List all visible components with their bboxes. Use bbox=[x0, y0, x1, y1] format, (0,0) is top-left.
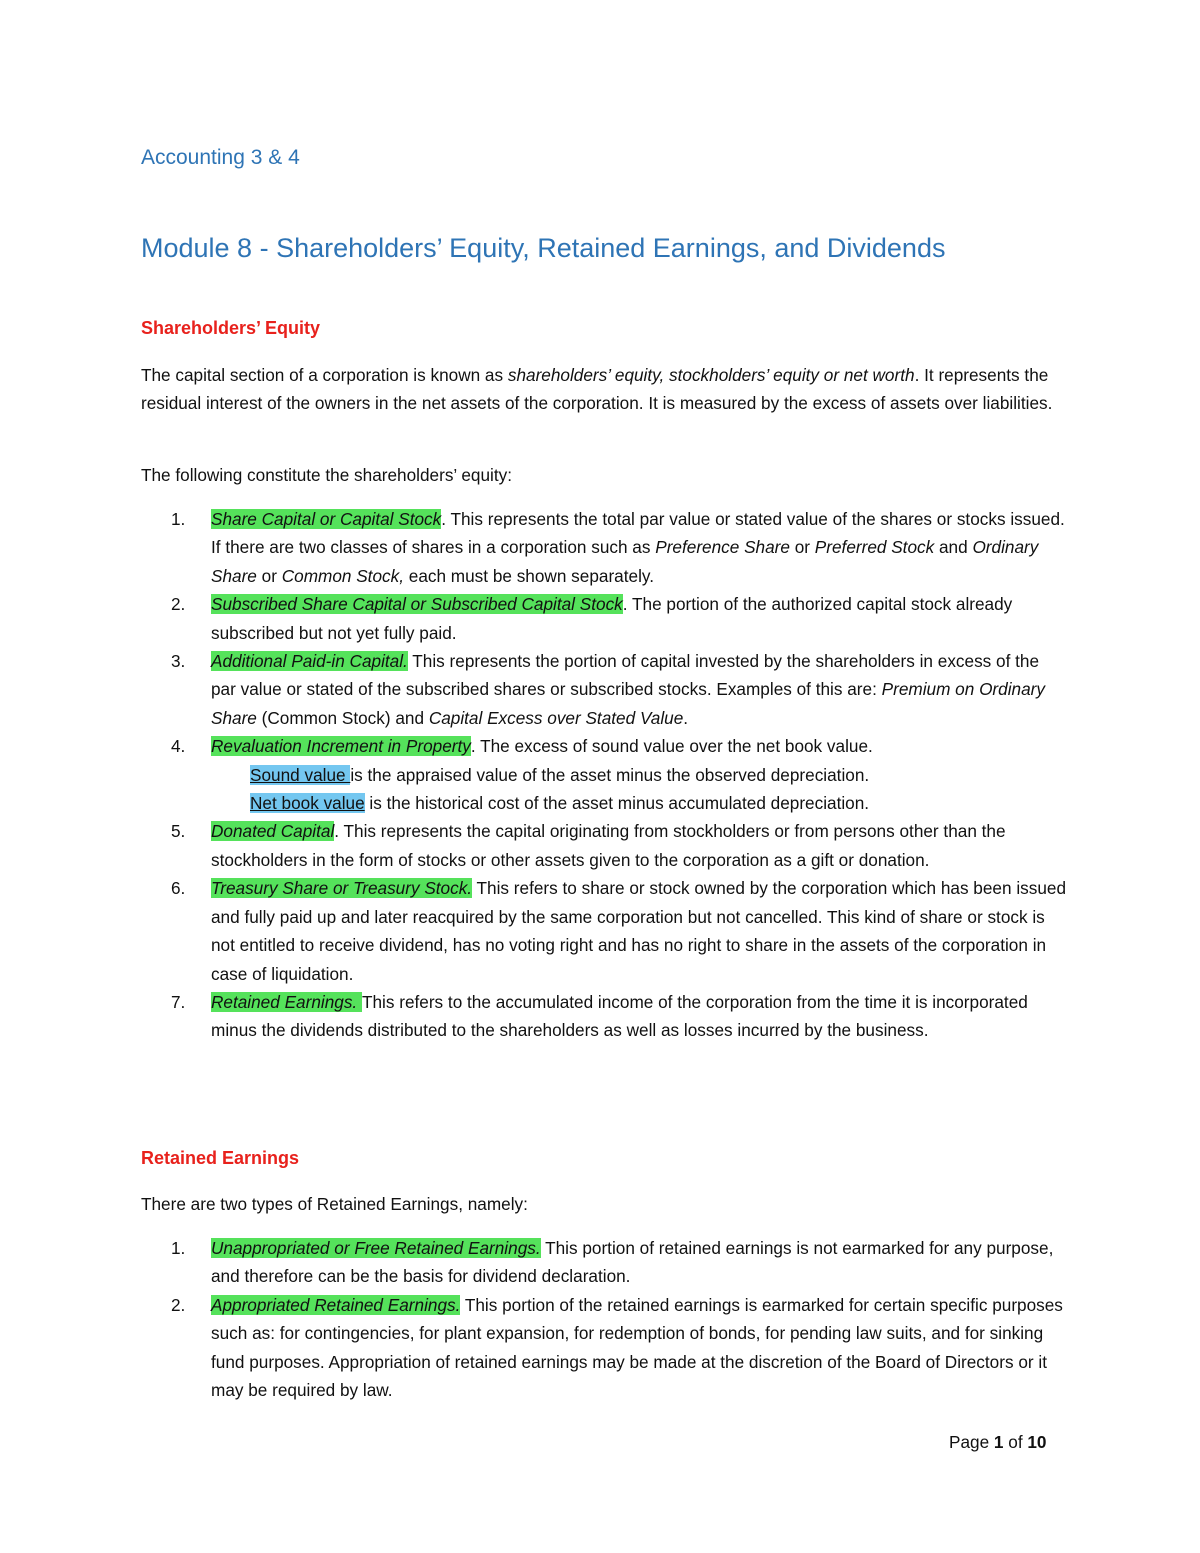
list-number: 6. bbox=[171, 878, 186, 899]
item-text: This refers to the accumulated income of the corporation from the time it is incorporated minus the dividends distributed to the shareholders as well as losses incurred by the business. bbox=[211, 991, 1028, 1041]
list-number: 2. bbox=[171, 1294, 186, 1315]
net-book-value-definition bbox=[211, 789, 1066, 817]
highlighted-term-blue: Sound value bbox=[250, 764, 351, 785]
section-heading-retained-earnings: Retained Earnings bbox=[141, 1148, 300, 1168]
retained-earnings-lead: There are two types of Retained Earnings, namely: bbox=[141, 1194, 528, 1214]
highlighted-term: Additional Paid-in Capital. bbox=[211, 651, 408, 672]
of-word: of bbox=[1003, 1432, 1028, 1452]
item-text: each must be shown separately. bbox=[403, 565, 654, 586]
item-text: . This represents the total par value or stated value of the shares or stocks issued. If there are two classes of shares in a corporation such as bbox=[211, 509, 1065, 558]
list-item bbox=[141, 732, 1066, 817]
section-heading-shareholders-equity: Shareholders’ Equity bbox=[141, 318, 321, 338]
highlighted-term: Appropriated Retained Earnings. bbox=[211, 1294, 461, 1315]
item-text: or bbox=[789, 537, 815, 558]
item-emphasis: Premium on Ordinary Share bbox=[211, 679, 1045, 728]
intro-text-b: . It represents the residual interest of the owners in the net assets of the corporation. It is measured by the excess of assets over liabilities. bbox=[141, 365, 1053, 414]
item-text: . The portion of the authorized capital stock already subscribed but not yet fully paid. bbox=[211, 594, 1013, 643]
module-title: Module 8 - Shareholders’ Equity, Retained Earnings, and Dividends bbox=[141, 233, 946, 263]
list-item bbox=[141, 1234, 1066, 1291]
sound-value-definition bbox=[211, 761, 1066, 789]
highlighted-term: Revaluation Increment in Property bbox=[211, 736, 471, 757]
item-text: . The excess of sound value over the net book value. bbox=[470, 736, 873, 757]
item-text: This portion of retained earnings is not earmarked for any purpose, and therefore can be the basis for dividend declaration. bbox=[211, 1238, 1054, 1287]
item-emphasis: Capital Excess over Stated Value bbox=[428, 707, 684, 728]
current-page-number: 1 bbox=[993, 1432, 1004, 1452]
intro-emphasis: shareholders’ equity, stockholders’ equity or net worth bbox=[507, 365, 915, 385]
item-text: is the appraised value of the asset minus the observed depreciation. bbox=[350, 764, 870, 785]
list-number: 7. bbox=[171, 991, 186, 1012]
list-number: 1. bbox=[171, 509, 186, 529]
list-number: 4. bbox=[171, 736, 186, 757]
list-number: 1. bbox=[171, 1238, 186, 1258]
course-title: Accounting 3 & 4 bbox=[141, 146, 300, 169]
item-text: . This represents the capital originating from stockholders or from persons other than the stockholders in the form of stocks or other assets given to the corporation as a gift or donation. bbox=[211, 821, 1006, 870]
highlighted-term: Subscribed Share Capital or Subscribed Capital Stock bbox=[211, 594, 623, 615]
list-item bbox=[141, 1291, 1066, 1405]
list-item bbox=[141, 874, 1066, 988]
equity-lead-paragraph: The following constitute the shareholders’ equity: bbox=[141, 465, 513, 485]
highlighted-term-blue: Net book value bbox=[250, 793, 365, 814]
highlighted-term: Unappropriated or Free Retained Earnings. bbox=[211, 1238, 541, 1258]
list-item bbox=[141, 647, 1066, 732]
item-text: (Common Stock) and bbox=[256, 707, 429, 728]
retained-earnings-types-list bbox=[141, 1234, 1066, 1404]
item-text: . bbox=[683, 707, 689, 728]
item-text: or bbox=[256, 565, 282, 586]
total-page-count: 10 bbox=[1027, 1432, 1047, 1452]
highlighted-term: Treasury Share or Treasury Stock. bbox=[211, 878, 473, 899]
item-emphasis: Preference Share bbox=[655, 537, 790, 558]
item-emphasis: Ordinary Share bbox=[211, 537, 1039, 586]
item-text: is the historical cost of the asset minus accumulated depreciation. bbox=[364, 793, 870, 814]
item-text: This portion of the retained earnings is earmarked for certain specific purposes such as: for contingencies, for plant expansion, for redemption of bonds, for pending law suits, and for sinking fund purposes. Appropriation of retained earnings may be made at the discretion of the Board of Directors or it may be required by law. bbox=[211, 1294, 1063, 1401]
item-text: This represents the portion of capital invested by the shareholders in excess of the par value or stated of the subscribed shares or subscribed stocks. Examples of this are: bbox=[211, 651, 1040, 700]
list-number: 5. bbox=[171, 821, 186, 842]
intro-paragraph bbox=[141, 361, 1066, 418]
list-item bbox=[141, 817, 1066, 874]
list-item bbox=[141, 505, 1066, 590]
item-text: This refers to share or stock owned by the corporation which has been issued and fully paid up and later reacquired by the same corporation but not cancelled. This kind of share or stock is not entitled to receive dividend, has no voting right and has no right to share in the assets of the corporation in case of liquidation. bbox=[211, 878, 1067, 984]
equity-components-list bbox=[141, 505, 1066, 1045]
item-emphasis: Common Stock, bbox=[281, 565, 404, 586]
highlighted-term: Share Capital or Capital Stock bbox=[211, 509, 442, 529]
intro-text-a: The capital section of a corporation is known as bbox=[141, 365, 508, 385]
page-number-footer bbox=[949, 1432, 1047, 1453]
page-word: Page bbox=[949, 1432, 994, 1452]
list-number: 2. bbox=[171, 594, 186, 615]
list-item bbox=[141, 590, 1066, 647]
list-item bbox=[141, 988, 1066, 1045]
highlighted-term: Donated Capital bbox=[211, 821, 335, 842]
item-emphasis: Preferred Stock bbox=[814, 537, 935, 558]
list-number: 3. bbox=[171, 651, 186, 672]
highlighted-term: Retained Earnings. bbox=[211, 991, 362, 1012]
item-text: and bbox=[934, 537, 973, 558]
